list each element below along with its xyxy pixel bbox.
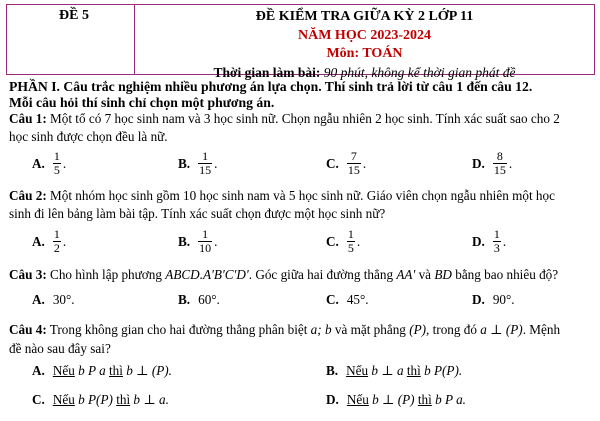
- exam-header: [6, 4, 595, 80]
- q1-answer-b[interactable]: B. $\frac{1}{15}$ .: [178, 149, 218, 177]
- q4-answer-a[interactable]: A. Nếu b P a thì b ⊥ (P).: [32, 363, 172, 378]
- question-2-text-1: Một nhóm học sinh gồm 10 học sinh nam và 5 học sinh nữ. Giáo viên chọn ngẫu nhiên một học: [50, 188, 555, 203]
- q2-answer-d[interactable]: D. $\frac{1}{3}$ .: [472, 227, 507, 255]
- q1-answer-a[interactable]: A. $\frac{1}{5}$ .: [32, 149, 67, 177]
- fraction: $\frac{1}{15}$: [199, 149, 212, 177]
- question-1-text-1: Một tổ có 7 học sinh nam và 3 học sinh nữ. Chọn ngẫu nhiên 2 học sinh. Tính xác suất sao cho 2: [50, 111, 560, 126]
- time-label: Thời gian làm bài:: [213, 65, 321, 80]
- q3-answer-a[interactable]: A. 30°.: [32, 292, 75, 307]
- line-bd: BD: [434, 267, 452, 282]
- q1-answer-d[interactable]: D. $\frac{8}{15}$ .: [472, 149, 513, 177]
- q4-answer-c[interactable]: C. Nếu b P(P) thì b ⊥ a.: [32, 392, 169, 407]
- question-3-number: Câu 3:: [9, 267, 47, 282]
- question-4-line-1: Câu 4: Trong không gian cho hai đường thẳng phân biệt a; b và mặt phẳng (P), trong đó a ⊥ (P). Mệnh: [9, 322, 561, 337]
- q3-answer-b[interactable]: B. 60°.: [178, 292, 220, 307]
- exam-code: ĐỀ 5: [59, 8, 89, 23]
- fraction: $\frac{8}{15}$: [493, 149, 506, 177]
- q2-answer-b[interactable]: B. $\frac{1}{10}$ .: [178, 227, 218, 255]
- part-1-line-2: Mỗi câu hỏi thí sinh chỉ chọn một phương án.: [9, 95, 275, 110]
- fraction: $\frac{1}{5}$: [53, 149, 60, 177]
- q4-answer-d[interactable]: D. Nếu b ⊥ (P) thì b P a.: [326, 392, 466, 407]
- fraction: $\frac{1}{10}$: [199, 227, 212, 255]
- q4-answer-b[interactable]: B. Nếu b ⊥ a thì b P(P).: [326, 363, 463, 378]
- fraction: $\frac{1}{3}$: [493, 227, 500, 255]
- question-1-line-1: [9, 110, 560, 128]
- question-1-number: Câu 1:: [9, 111, 47, 126]
- subject: Môn: TOÁN: [326, 46, 403, 61]
- part-1-line-1: PHẦN I. Câu trắc nghiệm nhiều phương án lựa chọn. Thí sinh trả lời từ câu 1 đến câu 12.: [9, 79, 533, 94]
- question-2-number: Câu 2:: [9, 188, 47, 203]
- q2-answer-c[interactable]: C. $\frac{1}{5}$ .: [326, 227, 361, 255]
- fraction: $\frac{7}{15}$: [347, 149, 360, 177]
- fraction: $\frac{1}{5}$: [347, 227, 354, 255]
- q2-answer-a[interactable]: A. $\frac{1}{2}$ .: [32, 227, 67, 255]
- cube-name: ABCD.A'B'C'D': [165, 267, 249, 282]
- question-1-line-2: học sinh được chọn đều là nữ.: [9, 129, 168, 144]
- school-year: NĂM HỌC 2023-2024: [298, 28, 431, 43]
- question-4-line-2: đề nào sau đây sai?: [9, 341, 111, 356]
- exam-title: ĐỀ KIỂM TRA GIỮA KỲ 2 LỚP 11: [255, 9, 474, 24]
- q3-answer-c[interactable]: C. 45°.: [326, 292, 369, 307]
- time-value: 90 phút, không kể thời gian phát đề: [323, 65, 516, 80]
- question-3-line-1: Câu 3: Cho hình lập phương ABCD.A'B'C'D'. Góc giữa hai đường thẳng AA' và BD bằng bao nhiêu độ?: [9, 267, 559, 282]
- exam-info-cell: [135, 5, 594, 80]
- exam-code-cell: [7, 5, 135, 74]
- part-1-heading: [9, 79, 595, 111]
- q1-answer-c[interactable]: C. $\frac{7}{15}$ .: [326, 149, 367, 177]
- question-4-number: Câu 4:: [9, 322, 47, 337]
- question-2-line-1: [9, 187, 555, 205]
- line-aa: AA': [396, 267, 416, 282]
- q3-answer-d[interactable]: D. 90°.: [472, 292, 515, 307]
- fraction: $\frac{1}{2}$: [53, 227, 60, 255]
- question-2-line-2: sinh đi lên bảng làm bài tập. Tính xác suất chọn được một học sinh nữ?: [9, 206, 386, 221]
